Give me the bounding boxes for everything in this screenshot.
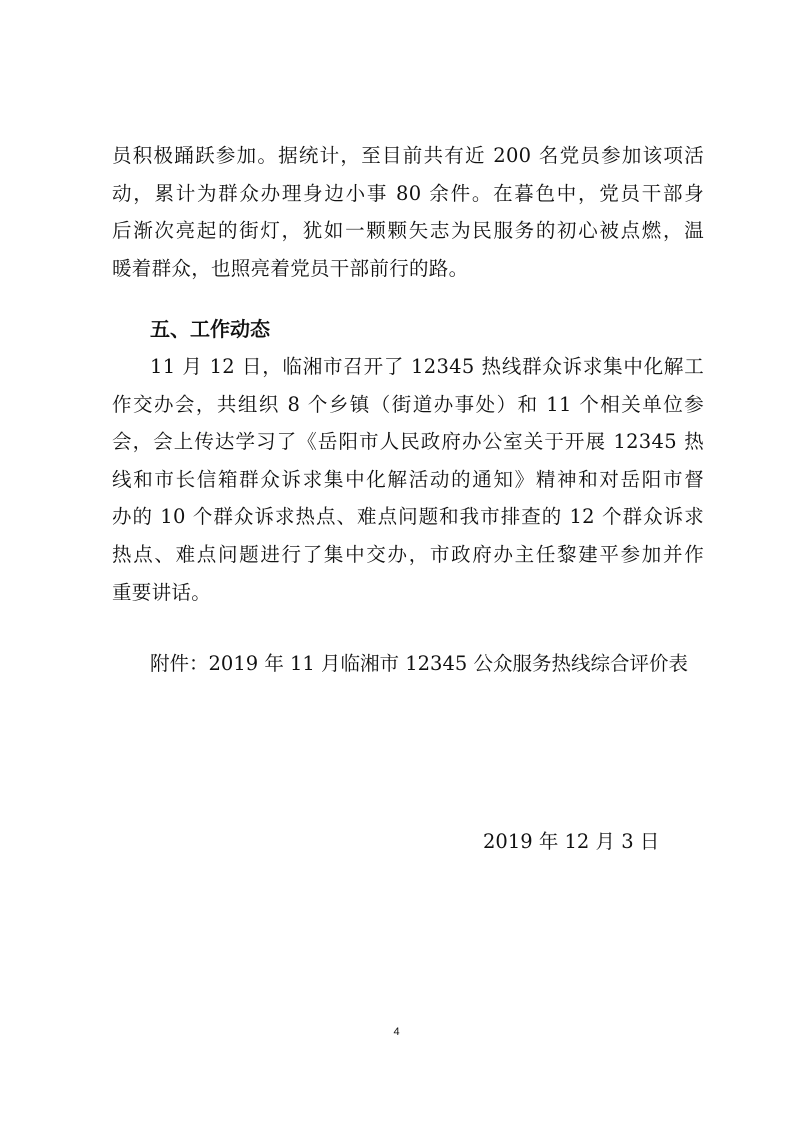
paragraph-party-activity [112,137,704,287]
paragraph-line: 作交办会，共组织 8 个乡镇（街道办事处）和 11 个相关单位参 [112,392,704,416]
paragraph-line: 员积极踊跃参加。据统计，至目前共有近 200 名党员参加该项活 [112,144,704,167]
section-heading: 五、工作动态 [150,317,270,341]
paragraph-line: 热点、难点问题进行了集中交办，市政府办主任黎建平参加并作 [112,542,704,566]
paragraph-line: 动，累计为群众办理身边小事 80 余件。在暮色中，党员干部身 [112,181,704,205]
attachment-note: 附件：2019 年 11 月临湘市 12345 公众服务热线综合评价表 [150,652,688,675]
paragraph-line: 后渐次亮起的街灯，犹如一颗颗矢志为民服务的初心被点燃，温 [112,219,704,243]
document-date: 2019 年 12 月 3 日 [483,830,660,853]
paragraph-line: 办的 10 个群众诉求热点、难点问题和我市排查的 12 个群众诉求 [112,505,704,529]
paragraph-line: 线和市长信箱群众诉求集中化解活动的通知》精神和对岳阳市督 [112,467,704,491]
paragraph-work-updates [112,348,704,611]
paragraph-line: 暖着群众，也照亮着党员干部前行的路。 [112,256,469,280]
paragraph-line: 会，会上传达学习了《岳阳市人民政府办公室关于开展 12345 热 [112,430,704,454]
paragraph-line: 11 月 12 日，临湘市召开了 12345 热线群众诉求集中化解工 [150,355,704,378]
paragraph-line: 重要讲话。 [112,580,212,604]
page-number: 4 [393,1026,400,1038]
